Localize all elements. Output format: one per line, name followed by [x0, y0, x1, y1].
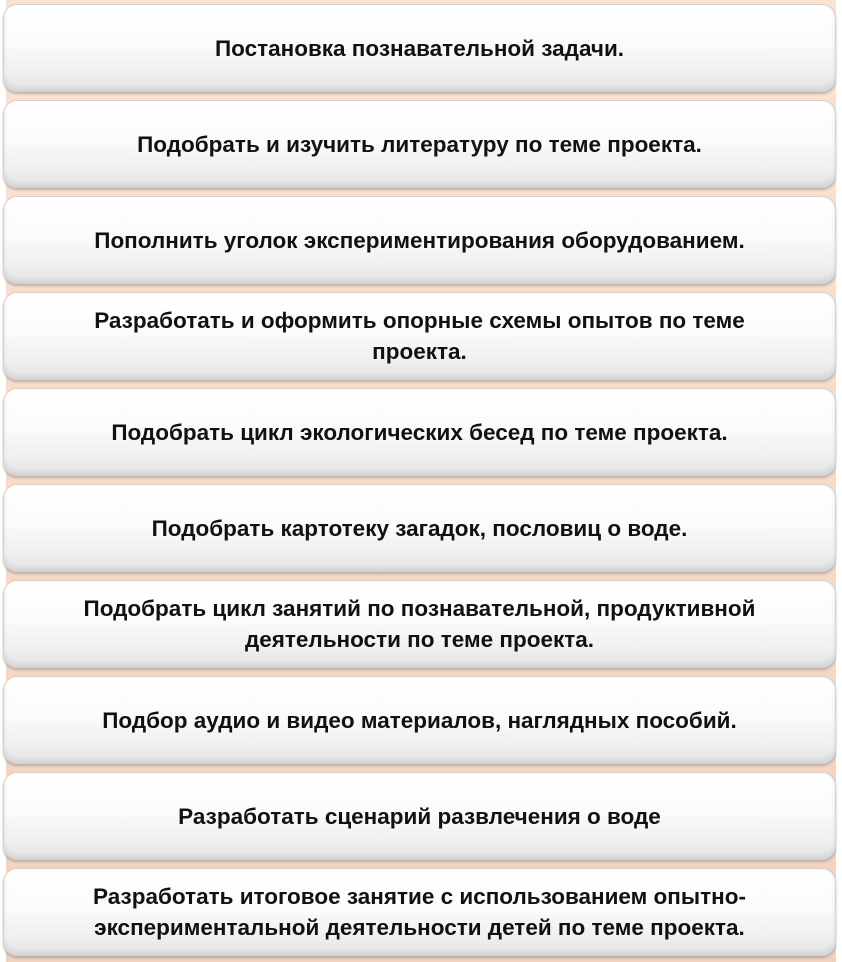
step-text-9: Разработать сценарий развлечения о воде: [178, 803, 661, 829]
step-box-6: [3, 484, 836, 572]
step-box-9: [3, 772, 836, 860]
step-text-6: Подобрать картотеку загадок, пословиц о воде.: [151, 515, 688, 541]
step-text-2: Подобрать и изучить литературу по теме проекта.: [137, 131, 702, 157]
step-box-8: [3, 676, 836, 764]
step-text-4: Разработать и оформить опорные схемы опытов по теме проекта.: [94, 308, 745, 364]
step-box-1: [3, 4, 836, 92]
step-box-2: [3, 100, 836, 188]
step-box-5: [3, 388, 836, 476]
step-text-7: Подобрать цикл занятий по познавательной, продуктивной деятельности по теме проекта.: [83, 596, 756, 652]
step-box-7: [3, 580, 836, 668]
step-text-3: Пополнить уголок экспериментирования оборудованием.: [94, 227, 745, 253]
step-box-3: [3, 196, 836, 284]
step-text-8: Подбор аудио и видео материалов, наглядных пособий.: [102, 707, 737, 733]
step-text-10: Разработать итоговое занятие с использованием опытно- экспериментальной деятельности детей по теме проекта.: [93, 884, 746, 940]
step-text-5: Подобрать цикл экологических бесед по теме проекта.: [111, 419, 728, 445]
step-box-4: [3, 292, 836, 380]
step-text-1: Постановка познавательной задачи.: [214, 35, 625, 61]
step-box-10: [3, 868, 836, 956]
